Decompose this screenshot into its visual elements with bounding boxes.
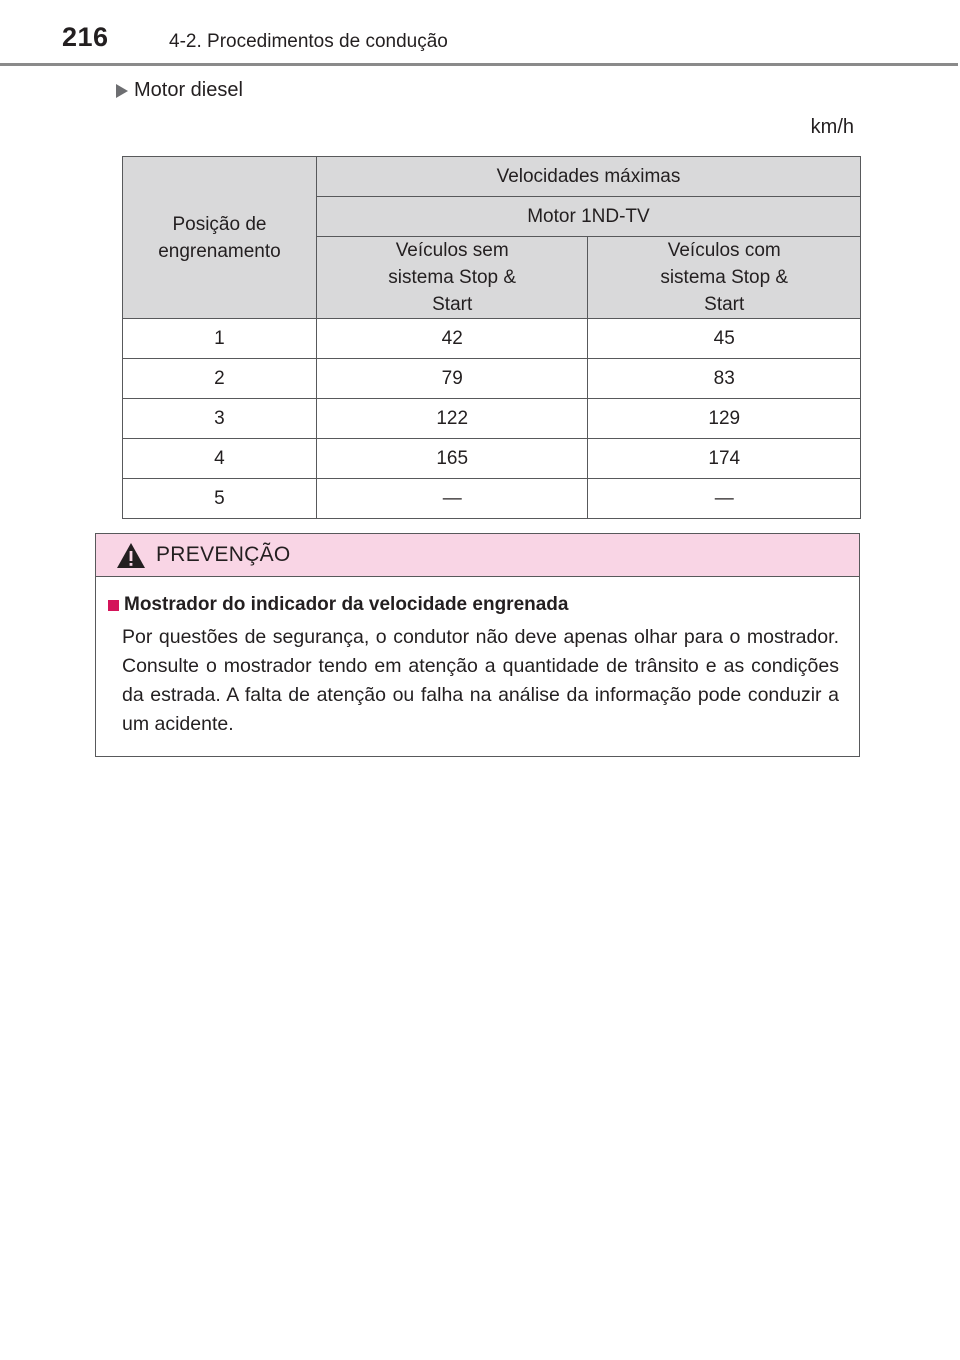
speed-with-cell: 45 [588,319,861,359]
gear-cell: 2 [123,359,317,399]
square-bullet-icon [108,600,119,611]
section-title-text: Motor diesel [134,79,243,101]
warning-text: Por questões de segurança, o condutor não deve apenas olhar para o mostrador. Consulte o mostrador tendo em atenção a quantidade de trânsito e as condições da estrada. A falta de atenção ou falha na análise da informação pode conduzir a um acidente. [122,626,839,735]
max-speed-header: Velocidades máximas [316,157,860,197]
warning-heading [108,594,839,616]
speed-table [122,156,861,519]
table-row [123,439,861,479]
warning-heading-text: Mostrador do indicador da velocidade engrenada [124,594,569,615]
speed-with-cell: — [588,479,861,519]
speed-with-cell: 83 [588,359,861,399]
warning-body [96,577,859,739]
section-title [116,79,243,102]
header-rule [0,63,958,66]
warning-header [96,534,859,577]
running-head: 4-2. Procedimentos de condução [169,31,448,52]
gear-header: Posição de engrenamento [123,157,317,319]
table-row [123,359,861,399]
warning-box [95,533,860,757]
warning-triangle-icon [116,542,146,569]
engine-header: Motor 1ND-TV [316,197,860,237]
gear-cell: 5 [123,479,317,519]
unit-label: km/h [810,116,854,138]
speed-with-cell: 129 [588,399,861,439]
speed-without-cell: 165 [316,439,588,479]
speed-without-cell: 122 [316,399,588,439]
warning-title: PREVENÇÃO [156,543,291,566]
col-without-header: Veículos sem sistema Stop & Start [316,237,588,319]
col-with-header: Veículos com sistema Stop & Start [588,237,861,319]
speed-without-cell: 42 [316,319,588,359]
table-row [123,399,861,439]
arrow-right-icon [116,84,128,98]
page-number: 216 [62,22,109,52]
gear-cell: 1 [123,319,317,359]
speed-without-cell: — [316,479,588,519]
table-row [123,319,861,359]
table-row [123,479,861,519]
speed-with-cell: 174 [588,439,861,479]
gear-cell: 4 [123,439,317,479]
gear-cell: 3 [123,399,317,439]
speed-without-cell: 79 [316,359,588,399]
